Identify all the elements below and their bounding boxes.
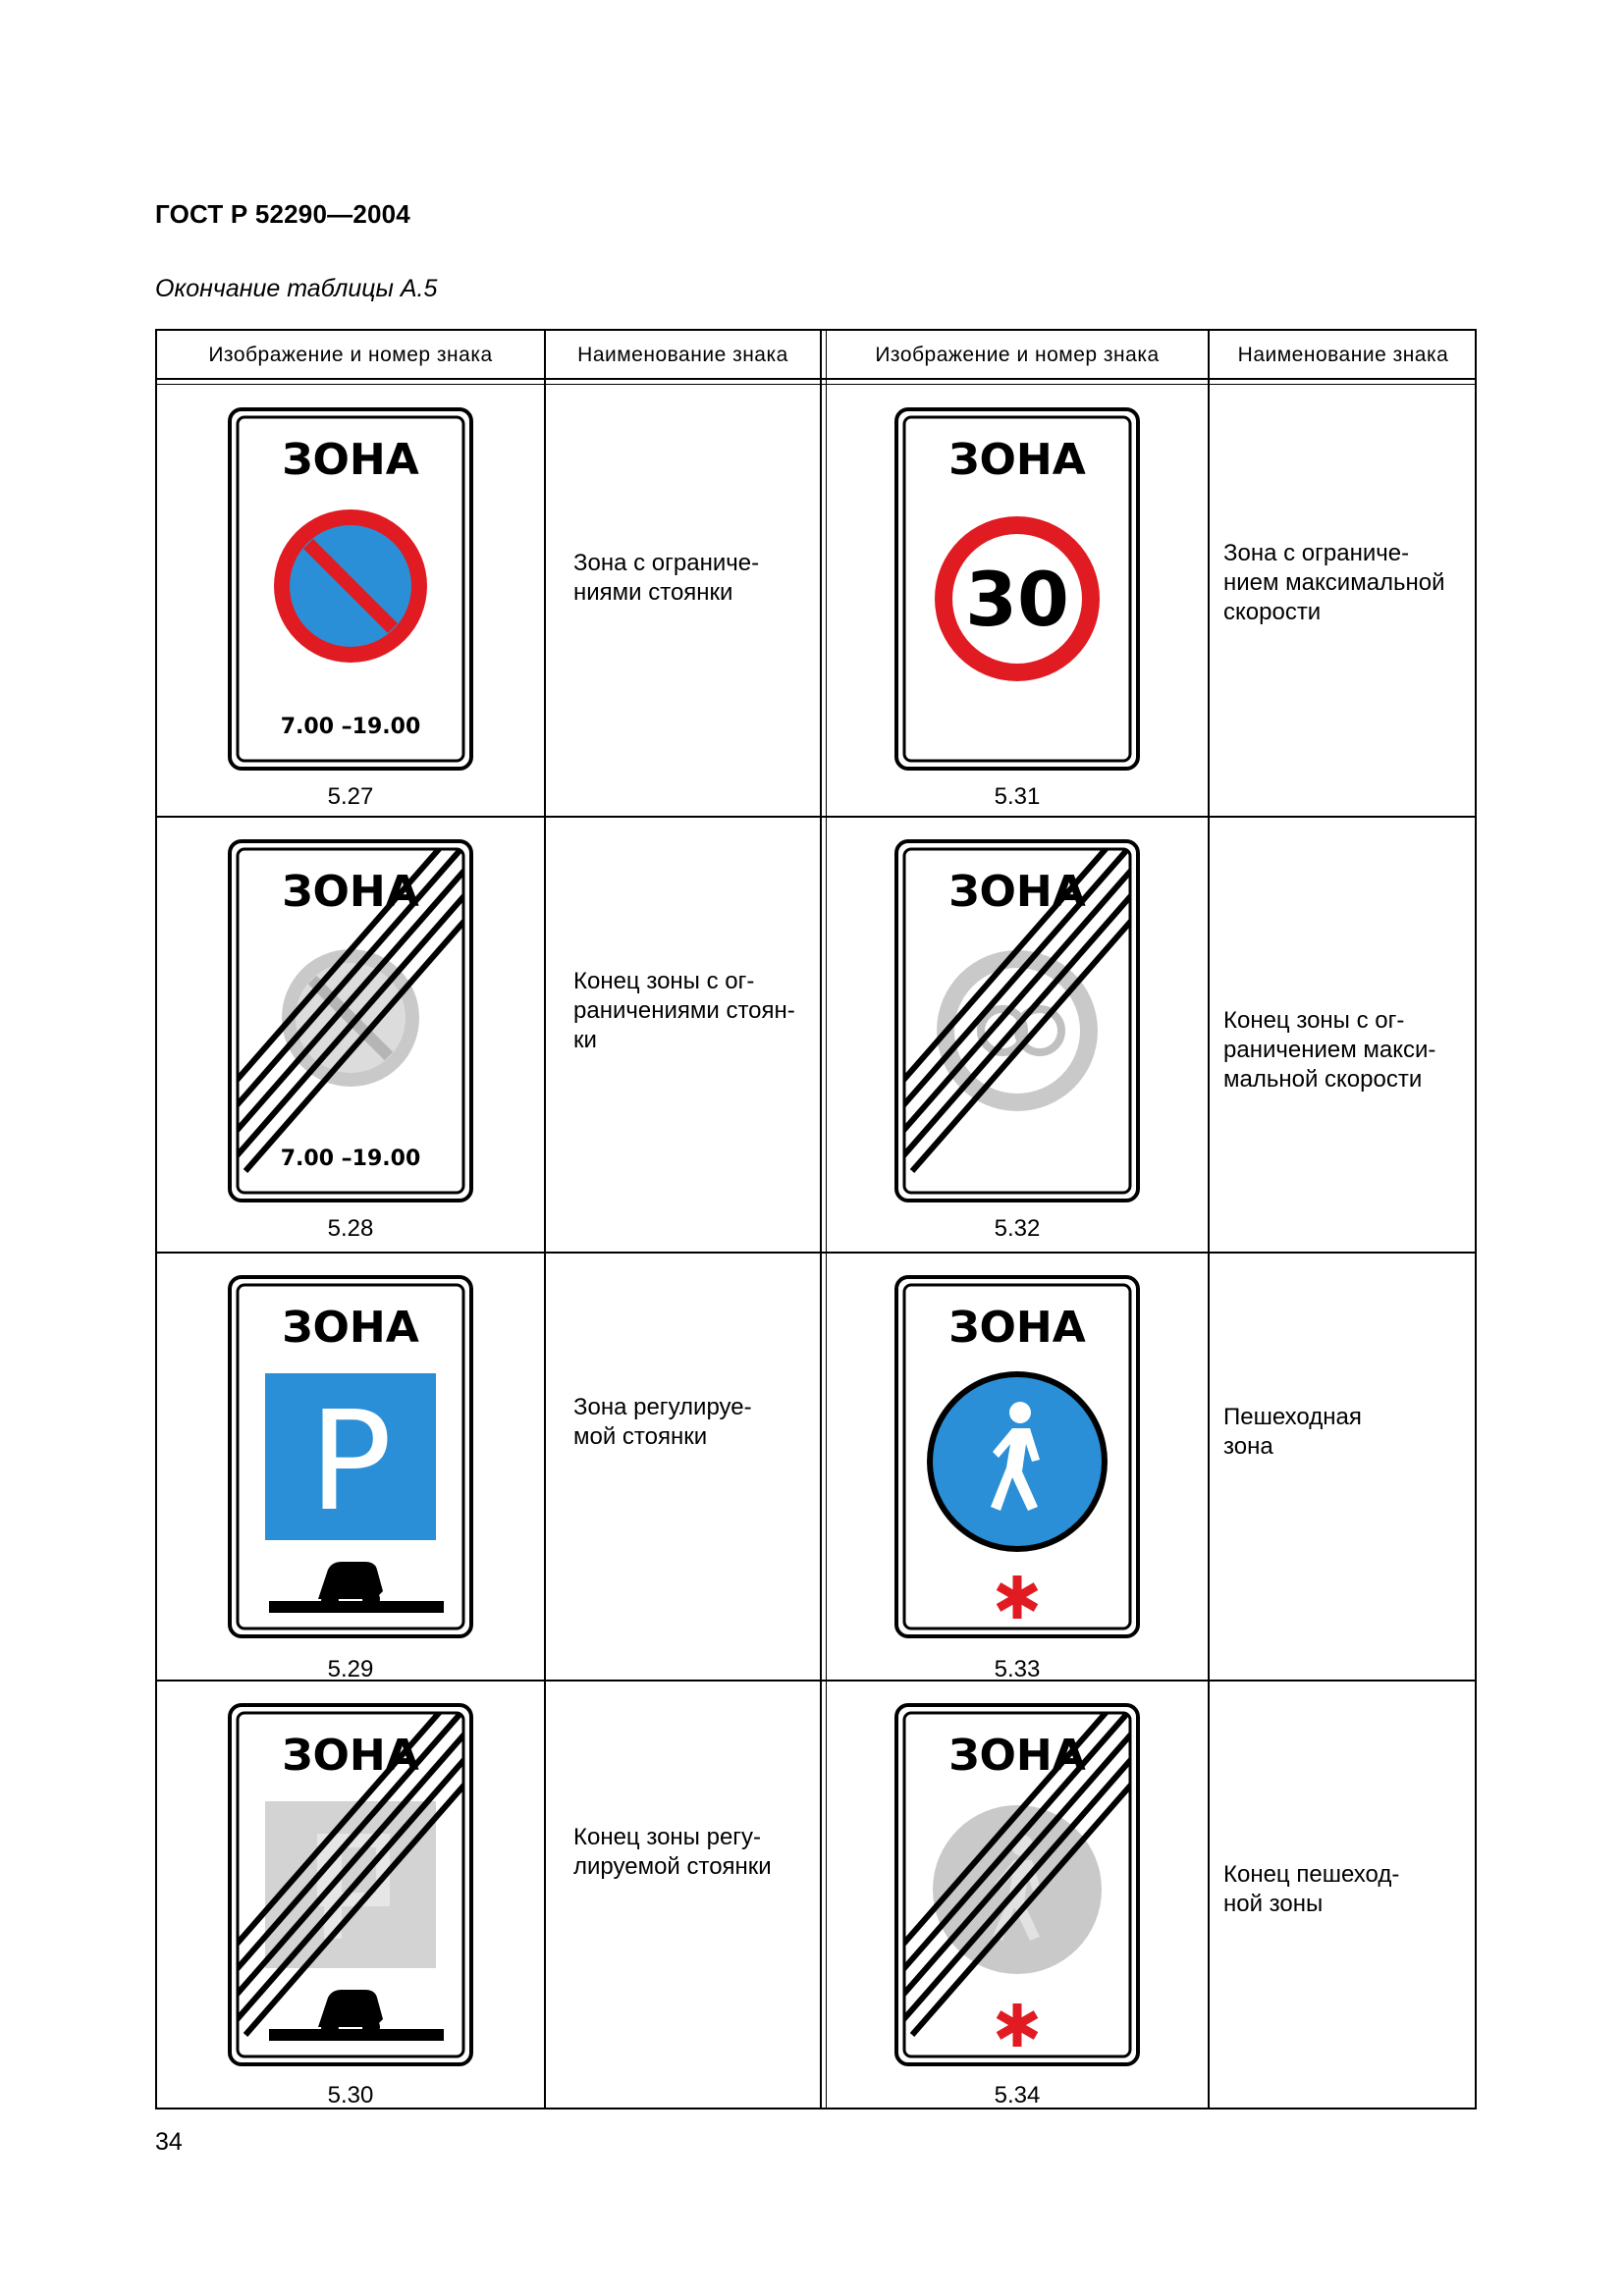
col-divider-2a [820, 331, 822, 2108]
col-divider-3 [1208, 331, 1210, 2108]
table-caption: Окончание таблицы А.5 [155, 275, 438, 302]
col-divider-1 [544, 331, 546, 2108]
zone-label: ЗОНА [948, 1731, 1086, 1781]
sign-number: 5.28 [327, 1215, 374, 1242]
speed-limit-icon [935, 516, 1100, 681]
time-label: 7.00 –19.00 [280, 715, 421, 739]
sign-cell-5-29 [157, 1254, 544, 1680]
parking-icon [265, 1373, 436, 1542]
sign-5-32 [894, 839, 1140, 1202]
page-number: 34 [155, 2128, 183, 2156]
time-label: 7.00 –19.00 [280, 1147, 421, 1171]
col-header-name-right: Наименование знака [1237, 344, 1449, 366]
sign-name-5-28: Конец зоны с ог- раничениями стоян- ки [573, 968, 795, 1053]
header-divider-double [157, 384, 1475, 385]
sign-5-29 [228, 1275, 473, 1638]
sign-name-5-31: Зона с ограниче- нием максимальной скорости [1223, 540, 1445, 625]
sign-number: 5.30 [327, 2082, 374, 2109]
sign-cell-5-33 [827, 1254, 1208, 1680]
sign-name-5-29: Зона регулируе- мой стоянки [573, 1394, 752, 1450]
zone-label: ЗОНА [282, 435, 419, 485]
col-header-name-left: Наименование знака [577, 344, 788, 366]
sign-name-5-34: Конец пешеход- ной зоны [1223, 1861, 1400, 1917]
col-header-image-left: Изображение и номер знака [208, 344, 493, 366]
sign-number: 5.34 [994, 2082, 1041, 2109]
zone-label: ЗОНА [282, 1731, 419, 1781]
document-header: ГОСТ Р 52290—2004 [155, 199, 410, 229]
sign-cell-5-30 [157, 1682, 544, 2109]
sign-number: 5.31 [994, 783, 1041, 810]
sign-number: 5.33 [994, 1656, 1041, 1682]
sign-cell-5-28 [157, 818, 544, 1252]
pedestrian-icon [927, 1371, 1108, 1552]
sign-number: 5.29 [327, 1656, 374, 1682]
sign-5-31 [894, 407, 1140, 771]
sign-number: 5.27 [327, 783, 374, 810]
sign-cell-5-27 [157, 386, 544, 816]
sign-5-30 [228, 1703, 473, 2066]
sign-number: 5.32 [994, 1215, 1041, 1242]
zone-label: ЗОНА [948, 1303, 1086, 1353]
no-parking-icon [274, 509, 427, 663]
sign-cell-5-31 [827, 386, 1208, 816]
sign-5-33 [894, 1275, 1140, 1638]
sign-name-5-32: Конец зоны с ог- раничением макси- мальной скорости [1223, 1007, 1436, 1093]
zone-label: ЗОНА [948, 435, 1086, 485]
signs-table [155, 329, 1477, 2109]
sign-5-34 [894, 1703, 1140, 2066]
sign-name-5-30: Конец зоны регу- лируемой стоянки [573, 1824, 772, 1880]
sign-5-27 [228, 407, 473, 771]
sign-cell-5-34 [827, 1682, 1208, 2109]
col-header-image-right: Изображение и номер знака [875, 344, 1160, 366]
speed-value: 30 [965, 556, 1069, 643]
sign-cell-5-32 [827, 818, 1208, 1252]
zone-label: ЗОНА [282, 1303, 419, 1353]
zone-label: ЗОНА [948, 867, 1086, 917]
parking-letter: P [308, 1382, 393, 1542]
sign-5-28 [228, 839, 473, 1202]
sign-name-5-33: Пешеходная зона [1223, 1404, 1362, 1460]
zone-label: ЗОНА [282, 867, 419, 917]
sign-name-5-27: Зона с ограниче- ниями стоянки [573, 550, 760, 606]
